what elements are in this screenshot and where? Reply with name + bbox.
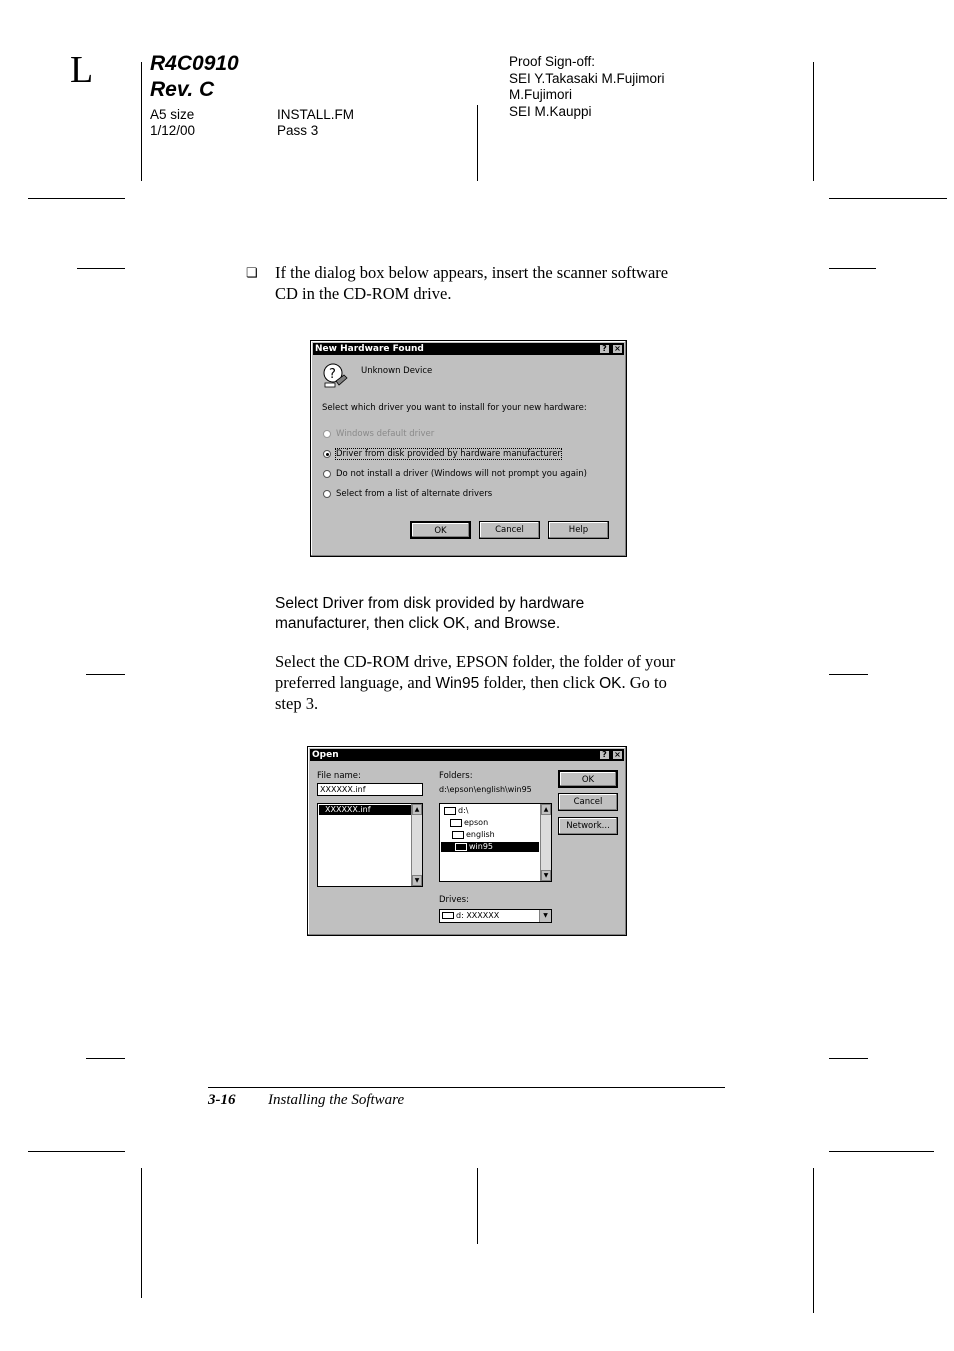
folder-item-selected[interactable]	[441, 842, 539, 852]
option-driver-from-disk: Driver from disk provided by hardware manufacturer	[336, 449, 561, 459]
proof-signoff: SEI M.Kauppi	[509, 104, 592, 119]
close-icon[interactable]: ×	[612, 344, 623, 354]
device-name: Unknown Device	[361, 366, 433, 376]
option-no-driver: Do not install a driver (Windows will not prompt you again)	[336, 469, 587, 479]
crop-mark	[813, 1168, 814, 1313]
corner-letter: L	[70, 49, 94, 91]
crop-mark	[86, 674, 125, 675]
doc-code: R4C0910	[150, 52, 239, 75]
crop-mark	[477, 105, 478, 181]
win95-term: Win95	[435, 675, 480, 692]
cancel-button[interactable]: Cancel	[558, 793, 618, 811]
ok-term: OK	[599, 675, 622, 692]
help-icon[interactable]: ?	[599, 750, 610, 760]
doc-revision: Rev. C	[150, 78, 215, 101]
file-list-scrollbar[interactable]	[411, 804, 422, 886]
crop-mark	[77, 268, 125, 269]
open-folder-icon	[455, 843, 467, 851]
dialog-titlebar	[313, 343, 624, 355]
bullet-text: If the dialog box below appears, insert the scanner software	[275, 263, 669, 282]
cancel-button[interactable]: Cancel	[479, 521, 540, 539]
folder-item[interactable]	[444, 806, 468, 816]
file-name-input[interactable]: XXXXXX.inf	[317, 783, 423, 796]
drive-icon	[444, 807, 456, 815]
crop-mark	[813, 62, 814, 181]
scroll-down-icon[interactable]: ▼	[541, 870, 551, 881]
folder-item-label: english	[466, 830, 495, 839]
radio-no-driver[interactable]	[323, 470, 331, 478]
dialog-title: Open	[312, 750, 339, 760]
folder-item-label: d:\	[458, 806, 469, 815]
radio-windows-default[interactable]	[323, 430, 331, 438]
help-icon[interactable]: ?	[599, 344, 610, 354]
crop-mark	[28, 1151, 125, 1152]
crop-mark	[86, 1058, 125, 1059]
scroll-up-icon[interactable]: ▲	[541, 804, 551, 815]
crop-mark	[141, 1168, 142, 1298]
radio-driver-from-disk[interactable]	[323, 450, 331, 458]
page-number: 3-16	[208, 1092, 236, 1108]
bullet-box: ❏	[246, 265, 258, 280]
folder-item[interactable]	[450, 818, 488, 828]
paper-size: A5 size	[150, 107, 195, 122]
footer-rule	[208, 1087, 725, 1088]
folder-item[interactable]	[452, 830, 495, 840]
radio-alternate-drivers[interactable]	[323, 490, 331, 498]
scroll-up-icon[interactable]: ▲	[412, 804, 422, 815]
drives-select[interactable]	[439, 909, 552, 923]
folders-path: d:\epson\english\win95	[439, 785, 532, 794]
crop-mark	[829, 268, 876, 269]
drive-value: d: XXXXXX	[456, 911, 500, 920]
instruction-text: Select the CD-ROM drive, EPSON folder, the folder of your	[275, 652, 676, 671]
text-run: . Go to	[621, 673, 667, 692]
file-name-label: File name:	[317, 771, 361, 781]
dialog-titlebar	[310, 749, 624, 761]
instruction-text	[275, 672, 667, 694]
ok-button[interactable]: OK	[558, 770, 618, 788]
svg-text:?: ?	[329, 367, 336, 382]
crop-mark	[829, 198, 947, 199]
drives-label: Drives:	[439, 895, 469, 905]
proof-signoff: Proof Sign-off:	[509, 54, 596, 69]
option-alternate-drivers: Select from a list of alternate drivers	[336, 489, 493, 499]
text-run: folder, then click	[479, 673, 600, 692]
crop-mark	[477, 1168, 478, 1244]
drive-icon	[442, 912, 454, 919]
ok-button[interactable]: OK	[410, 521, 471, 539]
open-folder-icon	[452, 831, 464, 839]
bullet-text: CD in the CD-ROM drive.	[275, 284, 452, 303]
text-run: preferred language, and	[275, 673, 436, 692]
open-folder-icon	[450, 819, 462, 827]
close-icon[interactable]: ×	[612, 750, 623, 760]
crop-mark	[141, 62, 142, 181]
doc-date: 1/12/00	[150, 123, 196, 138]
chevron-down-icon[interactable]: ▼	[539, 910, 551, 922]
file-list-item[interactable]: XXXXXX.inf	[319, 805, 411, 815]
instruction-text: manufacturer, then click OK, and Browse.	[275, 615, 561, 632]
help-button[interactable]: Help	[548, 521, 609, 539]
dialog-title: New Hardware Found	[315, 344, 424, 354]
proof-signoff: SEI Y.Takasaki M.Fujimori	[509, 71, 665, 86]
doc-file: INSTALL.FM	[277, 107, 355, 122]
driver-prompt: Select which driver you want to install for your new hardware:	[322, 403, 587, 413]
folder-tree[interactable]	[439, 803, 552, 882]
section-title: Installing the Software	[268, 1092, 405, 1108]
doc-pass: Pass 3	[277, 123, 319, 138]
hardware-question-icon	[322, 361, 348, 389]
crop-mark	[829, 1151, 934, 1152]
folders-label: Folders:	[439, 771, 473, 781]
instruction-text: step 3.	[275, 694, 319, 713]
option-windows-default: Windows default driver	[336, 429, 435, 439]
folder-item-label: epson	[464, 818, 489, 827]
scroll-down-icon[interactable]: ▼	[412, 875, 422, 886]
open-dialog	[307, 746, 627, 936]
folder-item-label: win95	[469, 842, 494, 851]
crop-mark	[829, 1058, 868, 1059]
new-hardware-dialog	[310, 340, 627, 557]
file-list[interactable]	[317, 803, 423, 887]
network-button[interactable]: Network...	[558, 817, 618, 835]
folder-tree-scrollbar[interactable]	[540, 804, 551, 881]
proof-signoff: M.Fujimori	[509, 87, 572, 102]
crop-mark	[28, 198, 125, 199]
crop-mark	[829, 674, 868, 675]
instruction-text: Select Driver from disk provided by hardware	[275, 595, 585, 612]
